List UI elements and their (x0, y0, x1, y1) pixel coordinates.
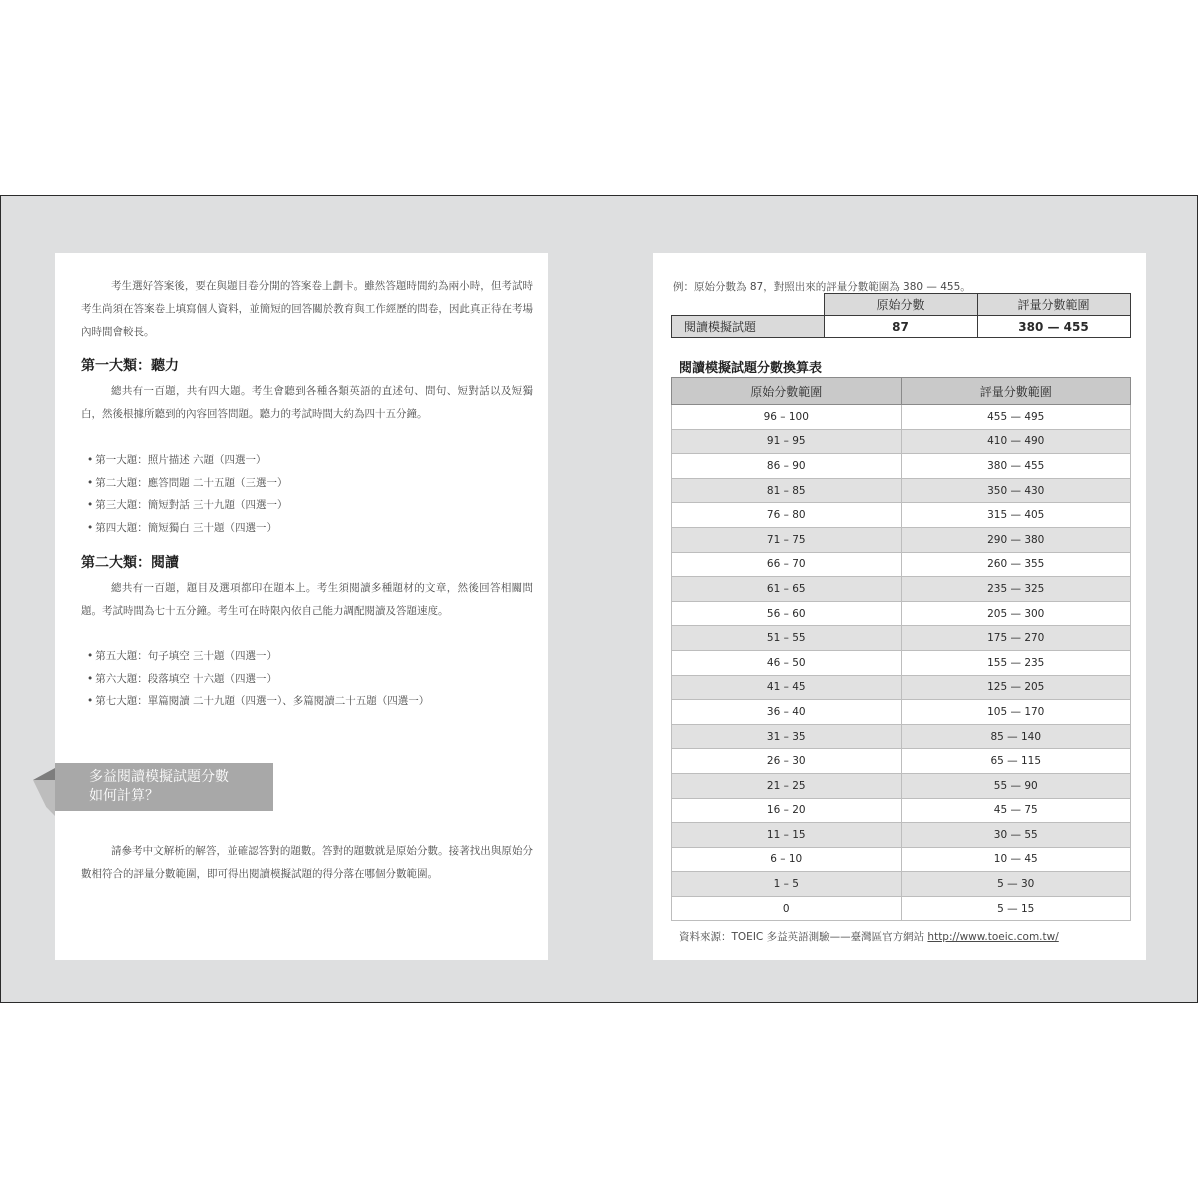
table-row (672, 724, 1131, 749)
scaled-range-cell: 105 — 170 (901, 700, 1131, 725)
reading-heading: 第二大類：閱讀 (81, 555, 179, 571)
scaled-range-cell: 10 — 45 (901, 847, 1131, 872)
raw-range-cell: 96 – 100 (672, 405, 902, 430)
table-row (672, 405, 1131, 430)
table-row (672, 527, 1131, 552)
ribbon-line-2: 如何計算？ (89, 788, 159, 804)
raw-range-cell: 0 (672, 896, 902, 921)
example-text: 例：原始分數為 87，對照出來的評量分數範圍為 380 — 455。 (673, 281, 971, 293)
table-row (672, 478, 1131, 503)
scaled-range-cell: 410 — 490 (901, 429, 1131, 454)
list-item: • 第二大題：應答問題 二十五題（三選一） (87, 472, 288, 495)
example-col-scaled: 評量分數範圍 (977, 294, 1130, 316)
col-header-raw: 原始分數範圍 (672, 378, 902, 405)
list-item: • 第一大題：照片描述 六題（四選一） (87, 449, 288, 472)
list-item: • 第四大題：簡短獨白 三十題（四選一） (87, 517, 288, 540)
intro-text: 考生選好答案後，要在與題目卷分開的答案卷上劃卡。雖然答題時間約為兩小時，但考試時考生尚須在答案卷上填寫個人資料，並簡短的回答關於教育與工作經歷的問卷，因此真正待在考場內時間會較長。 (81, 280, 533, 338)
book-spread (0, 195, 1198, 1003)
scaled-range-cell: 315 — 405 (901, 503, 1131, 528)
conversion-table-title: 閱讀模擬試題分數換算表 (679, 361, 823, 376)
ribbon-fold-decoration (33, 768, 55, 780)
left-page (55, 253, 548, 960)
table-row (672, 798, 1131, 823)
source-label: 資料來源：TOEIC 多益英語測驗——臺灣區官方網站 (679, 931, 925, 943)
conversion-table (671, 377, 1131, 921)
scaled-range-cell: 380 — 455 (901, 454, 1131, 479)
example-table (671, 293, 1131, 338)
raw-range-cell: 51 – 55 (672, 626, 902, 651)
raw-range-cell: 26 – 30 (672, 749, 902, 774)
scaled-range-cell: 235 — 325 (901, 577, 1131, 602)
table-row (672, 823, 1131, 848)
intro-paragraph (81, 275, 533, 344)
list-item: • 第七大題：單篇閱讀 二十九題（四選一）、多篇閱讀二十五題（四選一） (87, 690, 429, 713)
list-item: • 第五大題：句子填空 三十題（四選一） (87, 645, 429, 668)
example-scaled-score: 380 — 455 (977, 316, 1130, 338)
table-row (672, 577, 1131, 602)
raw-range-cell: 76 – 80 (672, 503, 902, 528)
scaled-range-cell: 175 — 270 (901, 626, 1131, 651)
scaled-range-cell: 65 — 115 (901, 749, 1131, 774)
example-raw-score: 87 (824, 316, 977, 338)
scaled-range-cell: 455 — 495 (901, 405, 1131, 430)
reading-paragraph (81, 577, 533, 623)
listening-list (87, 449, 288, 539)
listening-heading: 第一大類：聽力 (81, 358, 179, 374)
conversion-table-body (672, 405, 1131, 921)
scaled-range-cell: 55 — 90 (901, 773, 1131, 798)
scaled-range-cell: 260 — 355 (901, 552, 1131, 577)
raw-range-cell: 21 – 25 (672, 773, 902, 798)
raw-range-cell: 61 – 65 (672, 577, 902, 602)
example-table-corner (672, 294, 825, 316)
scaled-range-cell: 5 — 30 (901, 872, 1131, 897)
listening-text: 總共有一百題，共有四大題。考生會聽到各種各類英語的直述句、問句、短對話以及短獨白，然後根據所聽到的內容回答問題。聽力的考試時間大約為四十五分鐘。 (81, 385, 533, 420)
explain-text: 請參考中文解析的解答，並確認答對的題數。答對的題數就是原始分數。接著找出與原始分數相符合的評量分數範圍，即可得出閱讀模擬試題的得分落在哪個分數範圍。 (81, 845, 533, 880)
reading-text: 總共有一百題，題目及選項都印在題本上。考生須閱讀多種題材的文章，然後回答相關問題。考試時間為七十五分鐘。考生可在時限內依自己能力調配閱讀及答題速度。 (81, 582, 533, 617)
scaled-range-cell: 85 — 140 (901, 724, 1131, 749)
raw-range-cell: 66 – 70 (672, 552, 902, 577)
raw-range-cell: 71 – 75 (672, 527, 902, 552)
table-row (672, 454, 1131, 479)
table-row (672, 601, 1131, 626)
raw-range-cell: 16 – 20 (672, 798, 902, 823)
table-row (672, 773, 1131, 798)
source-url[interactable]: http://www.toeic.com.tw/ (927, 931, 1059, 943)
example-col-raw: 原始分數 (824, 294, 977, 316)
scaled-range-cell: 45 — 75 (901, 798, 1131, 823)
raw-range-cell: 6 – 10 (672, 847, 902, 872)
scaled-range-cell: 5 — 15 (901, 896, 1131, 921)
raw-range-cell: 86 – 90 (672, 454, 902, 479)
scaled-range-cell: 125 — 205 (901, 675, 1131, 700)
table-row (672, 552, 1131, 577)
section-ribbon (55, 763, 273, 811)
reading-list (87, 645, 429, 713)
raw-range-cell: 91 – 95 (672, 429, 902, 454)
explain-paragraph (81, 840, 533, 886)
raw-range-cell: 56 – 60 (672, 601, 902, 626)
scaled-range-cell: 290 — 380 (901, 527, 1131, 552)
list-item: • 第三大題：簡短對話 三十九題（四選一） (87, 494, 288, 517)
raw-range-cell: 36 – 40 (672, 700, 902, 725)
scaled-range-cell: 350 — 430 (901, 478, 1131, 503)
table-row (672, 847, 1131, 872)
table-row (672, 675, 1131, 700)
raw-range-cell: 1 – 5 (672, 872, 902, 897)
raw-range-cell: 31 – 35 (672, 724, 902, 749)
ribbon-line-1: 多益閱讀模擬試題分數 (89, 769, 229, 785)
table-row (672, 429, 1131, 454)
col-header-scaled: 評量分數範圍 (901, 378, 1131, 405)
scaled-range-cell: 155 — 235 (901, 650, 1131, 675)
raw-range-cell: 81 – 85 (672, 478, 902, 503)
table-row (672, 626, 1131, 651)
scaled-range-cell: 30 — 55 (901, 823, 1131, 848)
source-note (679, 929, 1059, 944)
scaled-range-cell: 205 — 300 (901, 601, 1131, 626)
raw-range-cell: 41 – 45 (672, 675, 902, 700)
raw-range-cell: 46 – 50 (672, 650, 902, 675)
table-row (672, 700, 1131, 725)
listening-paragraph (81, 380, 533, 426)
table-row (672, 650, 1131, 675)
example-row-label: 閱讀模擬試題 (672, 316, 825, 338)
table-row (672, 503, 1131, 528)
list-item: • 第六大題：段落填空 十六題（四選一） (87, 668, 429, 691)
table-row (672, 749, 1131, 774)
raw-range-cell: 11 – 15 (672, 823, 902, 848)
table-row (672, 872, 1131, 897)
table-row (672, 896, 1131, 921)
ribbon-tail-decoration (33, 780, 55, 816)
right-page (653, 253, 1146, 960)
